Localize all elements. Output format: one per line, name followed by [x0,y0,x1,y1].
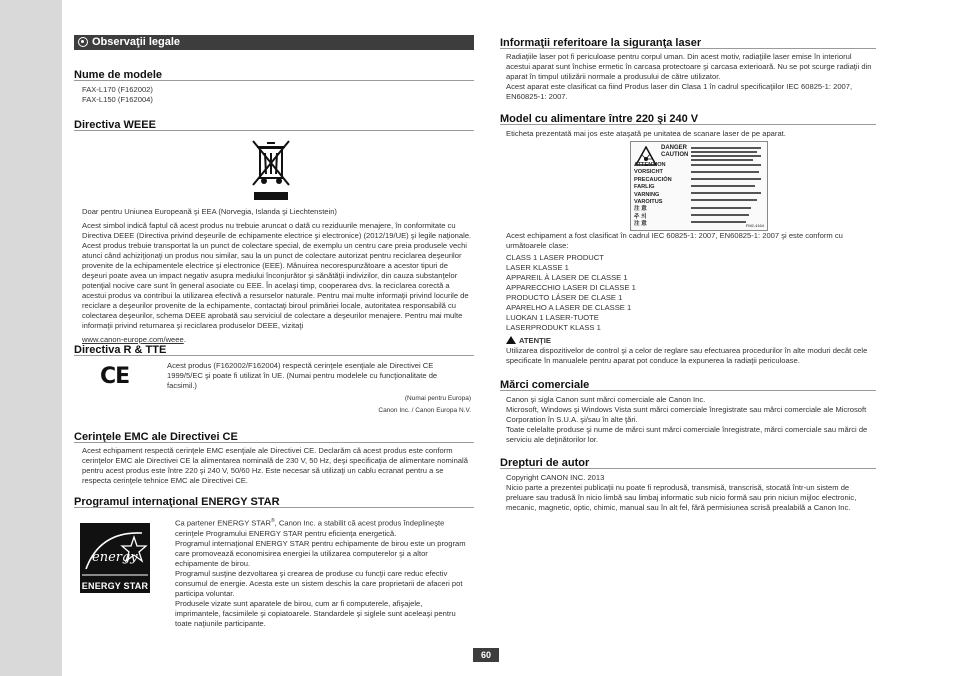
label-words-top [661,145,688,160]
heading-copyright: Drepturi de autor [500,457,590,469]
model-line: FAX-L150 (F162004) [82,95,153,104]
trademarks-p2: Microsoft, Windows şi Windows Vista sunt mărci comerciale înregistrate sau mărci comerciale ale Microsoft Corporation în S.U.A. şi/sau în alte ţări. [506,405,867,424]
class-item: APPARECCHIO LASER DI CLASSE 1 [506,283,636,292]
heading-rule [500,468,876,469]
label-word: FARLIG [634,184,655,191]
crossed-out-wheelie-bin-icon [250,138,292,202]
section-bar-title: Observaţii legale [92,36,181,48]
heading-energy-star: Programul internaţional ENERGY STAR [74,496,280,508]
laser-text [506,52,876,102]
section-bar-legal [74,35,474,50]
heading-rule [500,124,876,125]
energy-star-wordmark: ENERGY STAR [81,581,149,591]
rtte-note-europe: (Numai pentru Europa) [404,395,471,402]
warning-triangle-icon [506,336,516,344]
weee-scope: Doar pentru Uniunea Europeană şi EEA (Norvegia, Islanda şi Liechtenstein) [82,207,337,216]
class-item: APPAREIL À LASER DE CLASSE 1 [506,273,628,282]
copyright-p2: Nicio parte a prezentei publicaţii nu poate fi reprodusă, transmisă, transcrisă, stocată într-un sistem de preluare sau tradusă în nicio limbă sau limbaj informatic sub nicio formă sau prin niciun mijloc electronic, mecanic, magnetic, optic, chimic, manual sau în alt fel, fără permisiunea scrisă prealabilă a Canon Inc. [506,483,857,512]
class-item: LASERPRODUKT KLASS 1 [506,323,601,332]
heading-model-220: Model cu alimentare între 220 şi 240 V [500,113,699,125]
heading-trademarks: Mărci comerciale [500,379,590,391]
rtte-body: Acest produs (F162002/F162004) respectă cerinţele esenţiale ale Directivei CE 1999/5/EC şi poate fi utilizat în UE. (Numai pentru modelele cu funcţionalitate de facsimil.) [167,361,438,390]
weee-url-suffix: . [183,335,186,344]
label-word: ATTENTION [634,162,666,168]
label-word: CAUTION [661,152,689,159]
energy-p3: Programul susţine dezvoltarea şi crearea de produse cu funcţii care reduc efectiv consumul de energie. Acesta este un sistem deschis la care proprietarii de afaceri pot participa voluntar. [175,568,463,598]
copyright-text [506,473,876,513]
caution-text: Utilizarea dispozitivelor de control şi a celor de reglare sau efectuarea procedurilor în alte moduri decât cele specificate în manualele pentru aparat pot conduce la expunerea la radiaţii periculoase. [506,346,868,365]
energy-script-text: energy [92,550,138,565]
label-word: DANGER [661,145,688,151]
energy-star-emblem-icon [80,523,150,579]
heading-rule [500,390,876,391]
ce-mark-logo: CE [100,364,130,389]
energy-p1 [167,516,467,539]
label-word: PRECAUCIÓN [634,176,672,183]
weee-text [82,207,474,345]
label-word: 注 意 [634,221,647,228]
copyright-p1: Copyright CANON INC. 2013 [506,473,605,482]
class-item: LUOKAN 1 LASER-TUOTE [506,313,599,322]
page-margin-strip [0,0,62,676]
class-item: CLASS 1 LASER PRODUCT [506,253,604,262]
heading-rule [74,355,474,356]
energy-star-logo [80,523,150,593]
energy-p1-end: , Canon Inc. a stabilit că acest produs îndeplineşte cerinţele Programului ENERGY STAR pentru eficienţa energetică. [175,518,445,538]
heading-rule [74,130,474,131]
laser-warning-label [630,141,768,231]
caution-label: ATENŢIE [519,336,551,345]
heading-model-names: Nume de modele [74,69,163,81]
label-words-list [634,162,672,229]
label-word: VARNING [634,191,660,198]
trademarks-p3: Toate celelalte produse şi nume de mărci sunt mărci comerciale înregistrate, mărci comerciale sau mărci de serviciu ale deţinătorilor lor. [506,425,868,444]
class-item: PRODUCTO LÁSER DE CLASE 1 [506,293,623,302]
heading-weee: Directiva WEEE [74,119,156,131]
trademarks-text [506,395,876,445]
label-word: 주 의 [634,213,647,220]
heading-rule [74,80,474,81]
class-item: APARELHO A LASER DE CLASSE 1 [506,303,632,312]
class-list [506,253,636,333]
trademarks-p1: Canon şi sigla Canon sunt mărci comerciale ale Canon Inc. [506,395,706,404]
class-item: LASER KLASSE 1 [506,263,569,272]
registered-mark: ® [270,518,275,524]
weee-body: Acest simbol indică faptul că acest produs nu trebuie aruncat o dată cu reziduurile menajere, în conformitate cu Directiva DEEE (Directiva privind deşeurile de echipamente electrice şi electronice) (2012/19/UE) şi legile naţionale. Acest produs trebuie transportat la un punct de colectare special, de exemplu un centru care preia produsele vechi atunci când achiziţionaţi un produs nou similar, sau la un punct de colectare autorizat pentru reciclarea deşeurilor provenite de la echipamentele electrice şi electronice (EEE). Mânuirea necorespunzătoare a acestor tipuri de deşeuri poate avea un impact negativ asupra mediului înconjurător şi sănătăţii indivizilor, din cauza substanţelor potenţial nocive care sunt în general asociate cu EEE. În acelaşi timp, cooperarea dvs. la reciclarea corectă a acestui produs va contribui la utilizarea efectivă a resurselor naturale. Pentru mai multe informaţii privind locurile de reciclare a deşeurilor provenite de la echipamente, contactaţi biroul primăriei locale, autoritatea responsabilă cu colectarea deşeurilor, schema DEEE aprobată sau serviciul de colectare a deşeurilor menajere. Pentru mai multe informaţii privind returnarea şi reciclarea produselor DEEE, vizitaţi [82,221,472,330]
label-intro: Eticheta prezentată mai jos este ataşată pe unitatea de scanare laser de pe aparat. [506,129,786,138]
energy-star-text [167,516,467,629]
heading-rule [500,48,876,49]
label-code: FM2-4164 [745,223,764,228]
heading-rtte: Directiva R & TTE [74,344,167,356]
energy-p4: Produsele vizate sunt aparatele de birou, cum ar fi computerele, afişajele, imprimantele, facsimilele şi copiatoarele. Standardele şi siglele sunt aceleaşi pentru toate naţiunile participante. [175,598,456,628]
heading-emc: Cerinţele EMC ale Directivei CE [74,431,238,443]
weee-url-link[interactable]: www.canon-europe.com/weee [82,335,184,344]
model-line: FAX-L170 (F162002) [82,85,153,94]
heading-laser: Informaţii referitoare la siguranţa laser [500,37,702,49]
page-number: 60 [473,648,499,662]
model-list [82,85,153,105]
emc-body: Acest echipament respectă cerinţele EMC esenţiale ale Directivei CE. Declarăm că acest produs este conform cerinţelor EMC ale Directivei CE la alimentarea nominală de 230 V, 50 Hz, deşi specificaţia de alimentare nominală pentru acest produs este între 220 şi 240 V, 50/60 Hz. Este necesar să utilizaţi un cablu ecranat pentru a se respecta cerinţele tehnice EMC ale Directivei CE. [82,446,468,485]
rtte-note-canon: Canon Inc. / Canon Europa N.V. [378,407,471,414]
label-word: VAROITUS [634,199,663,206]
heading-rule [74,507,474,508]
energy-p2: Programul internaţional ENERGY STAR pentru echipamente de birou este un program care promovează economisirea energiei la utilizarea computerelor şi a altor echipamente de birou. [175,538,466,568]
laser-p1: Radiaţiile laser pot fi periculoase pentru corpul uman. Din acest motiv, radiaţiile laser emise în interiorul acestui aparat sunt închise ermetic în carcasa protectoare şi carcasa exterioară. Nu se pot scurge radiaţii din aparat în timpul utilizării normale a produsului de către utilizator. [506,52,872,81]
heading-rule [74,442,474,443]
rtte-notes [167,394,471,415]
class-intro: Acest echipament a fost clasificat în cadrul IEC 60825-1: 2007, EN60825-1: 2007 şi este conform cu următoarele clase: [506,231,843,250]
label-word: VORSICHT [634,169,663,176]
caution-block [506,336,876,366]
energy-p1-start: Ca partener ENERGY STAR [175,518,271,528]
laser-p2: Acest aparat este clasificat ca fiind Produs laser din Clasa 1 în cadrul specificaţiilor IEC 60825-1: 2007, EN60825-1: 2007. [506,82,853,101]
info-bullet-icon [78,37,88,47]
label-word: 注 意 [634,206,647,213]
